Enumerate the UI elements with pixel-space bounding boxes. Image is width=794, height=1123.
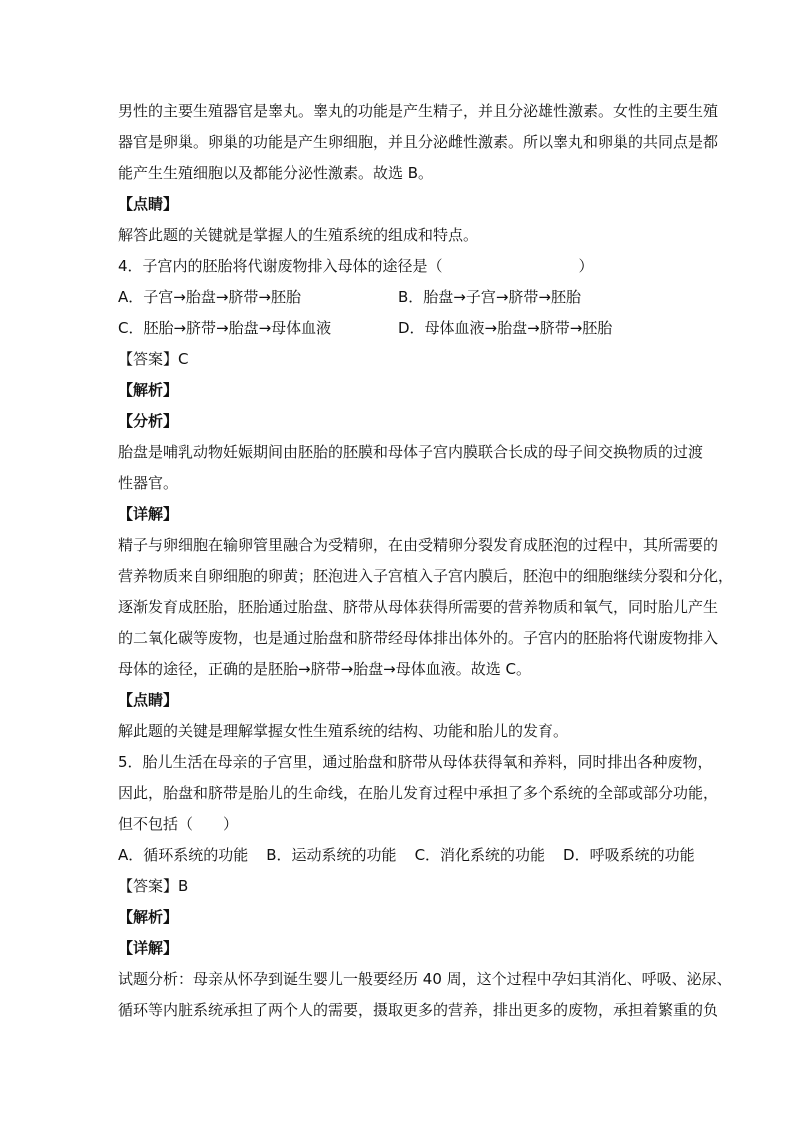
page-content — [118, 96, 734, 1026]
text-line: 母体的途径，正确的是胚胎→脐带→胎盘→母体血液。故选 C。 — [118, 660, 531, 678]
section-label-xiangjie: 【详解】 — [118, 505, 179, 523]
section-label-fenxi: 【分析】 — [118, 412, 179, 430]
question-5-options-row — [118, 840, 695, 871]
question-5-stem: 但不包括（ ） — [118, 815, 239, 833]
section-label-jiexi: 【解析】 — [118, 381, 179, 399]
answer-line: 【答案】B — [118, 877, 189, 895]
question-4-options-row — [118, 313, 688, 344]
text-line: 器官是卵巢。卵巢的功能是产生卵细胞，并且分泌雌性激素。所以睾丸和卵巢的共同点是都 — [118, 133, 719, 151]
question-4-stem-close: ） — [578, 257, 594, 275]
text-line: 精子与卵细胞在输卵管里融合为受精卵，在由受精卵分裂发育成胚泡的过程中，其所需要的 — [118, 536, 719, 554]
option-b: B．胎盘→子宫→脐带→胚胎 — [398, 288, 581, 306]
section-label-dianjing: 【点睛】 — [118, 195, 179, 213]
option-b: B．运动系统的功能 — [266, 846, 397, 864]
question-4-stem — [118, 251, 688, 282]
question-5-stem: 5．胎儿生活在母亲的子宫里，通过胎盘和脐带从母体获得氧和养料，同时排出各种废物， — [118, 753, 713, 771]
option-a: A．循环系统的功能 — [118, 846, 249, 864]
text-line: 试题分析：母亲从怀孕到诞生婴儿一般要经历 40 周，这个过程中孕妇其消化、呼吸、泌尿、 — [118, 970, 732, 988]
text-line: 循环等内脏系统承担了两个人的需要，摄取更多的营养，排出更多的废物，承担着繁重的负 — [118, 1001, 719, 1019]
question-4-options-row — [118, 282, 688, 313]
option-c: C．消化系统的功能 — [414, 846, 546, 864]
option-c: C．胚胎→脐带→胎盘→母体血液 — [118, 319, 332, 337]
option-d: D．呼吸系统的功能 — [563, 846, 695, 864]
answer-line: 【答案】C — [118, 350, 189, 368]
question-4-stem-text: 4．子宫内的胚胎将代谢废物排入母体的途径是（ — [118, 257, 443, 275]
option-a: A．子宫→胎盘→脐带→胚胎 — [118, 288, 301, 306]
text-line: 的二氧化碳等废物，也是通过胎盘和脐带经母体排出体外的。子宫内的胚胎将代谢废物排入 — [118, 629, 719, 647]
text-line: 能产生生殖细胞以及都能分泌性激素。故选 B。 — [118, 164, 434, 182]
question-5-stem: 因此，胎盘和脐带是胎儿的生命线，在胎儿发育过程中承担了多个系统的全部或部分功能， — [118, 784, 719, 802]
text-line: 解答此题的关键就是掌握人的生殖系统的组成和特点。 — [118, 226, 479, 244]
text-line: 胎盘是哺乳动物妊娠期间由胚胎的胚膜和母体子宫内膜联合长成的母子间交换物质的过渡 — [118, 443, 704, 461]
option-d: D．母体血液→胎盘→脐带→胚胎 — [398, 319, 613, 337]
text-line: 营养物质来自卵细胞的卵黄；胚泡进入子宫植入子宫内膜后，胚泡中的细胞继续分裂和分化， — [118, 567, 734, 585]
section-label-dianjing: 【点睛】 — [118, 691, 179, 709]
section-label-jiexi: 【解析】 — [118, 908, 179, 926]
section-label-xiangjie: 【详解】 — [118, 939, 179, 957]
text-line: 解此题的关键是理解掌握女性生殖系统的结构、功能和胎儿的发育。 — [118, 722, 569, 740]
text-line: 性器官。 — [118, 474, 179, 492]
text-line: 逐渐发育成胚胎，胚胎通过胎盘、脐带从母体获得所需要的营养物质和氧气，同时胎儿产生 — [118, 598, 719, 616]
text-line: 男性的主要生殖器官是睾丸。睾丸的功能是产生精子，并且分泌雄性激素。女性的主要生殖 — [118, 102, 719, 120]
